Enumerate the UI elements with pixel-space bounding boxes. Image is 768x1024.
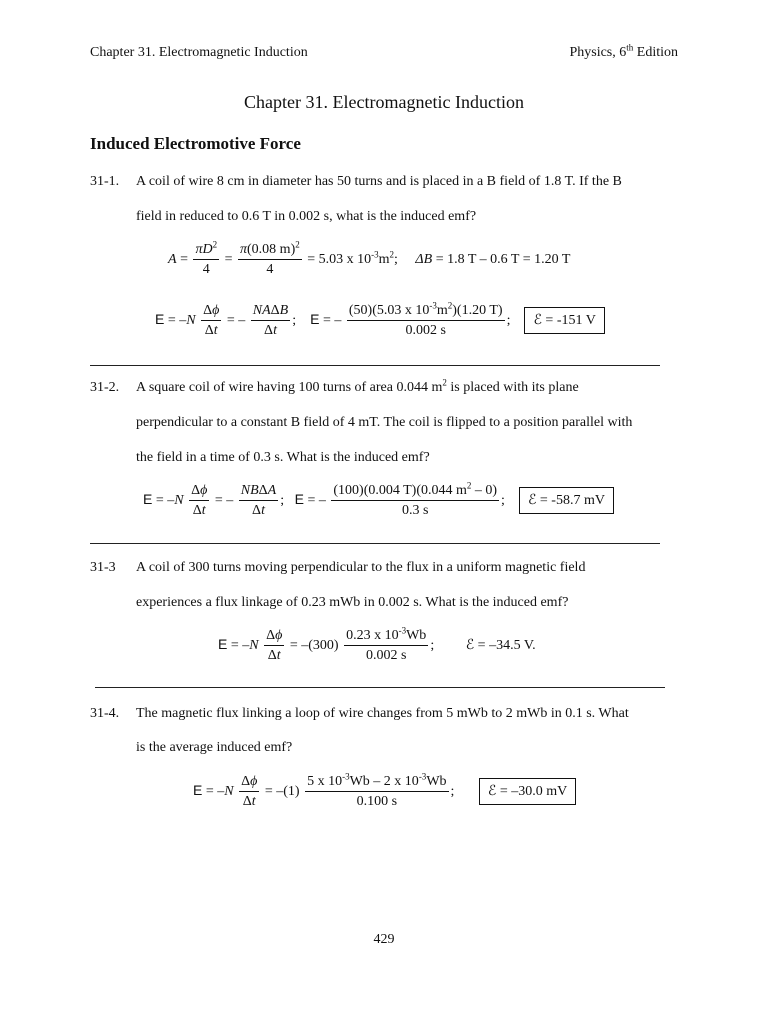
emf-equation: E = –N $\frac{\Delta\phi}{\Delta t}$ = – $\frac{\text{NBΔA}}{\Delta t}$ ; E = – $\frac{(100)(0.004 T)(0.044 m^2 - 0)}{0.3 s}$ ; ℰ = -58.7 mV — [143, 483, 614, 519]
running-header-left: Chapter 31. Electromagnetic Induction — [90, 45, 308, 60]
problem-text-line: A square coil of wire having 100 turns of area 0.044 $m^2$ is placed with its plane — [136, 377, 579, 395]
answer-text: ℰ = –34.5 V. — [465, 638, 536, 654]
page-title: Chapter 31. Electromagnetic Induction — [244, 92, 524, 112]
answer-box: ℰ = -58.7 mV — [519, 487, 614, 514]
problem-text-line: experiences a flux linkage of 0.23 mWb in 0.002 s. What is the induced emf? — [136, 595, 569, 610]
problem-text-line: the field in a time of 0.3 s. What is the induced emf? — [136, 450, 430, 465]
problem-number: 31-4. — [90, 706, 120, 721]
area-equation: A = $\frac{\pi D^2}{4}$ = $\frac{\pi(0.08 m)^2}{4}$ = 5.03 x $10^{-3}m^2$; ΔB = 1.8 T – 0.6 T = 1.20 T — [168, 239, 571, 277]
problem-text-line: perpendicular to a constant B field of 4 mT. The coil is flipped to a position parallel with — [136, 415, 633, 430]
problem-number: 31-3 — [90, 560, 116, 575]
emf-equation: E = –N $\frac{\Delta\phi}{\Delta t}$ = –(300) $\frac{0.23 x 10^{-3}Wb}{0.002 s}$ ; ℰ = –34.5 V. — [218, 625, 536, 663]
divider — [90, 543, 660, 544]
divider — [90, 365, 660, 366]
running-header-right: Physics, 6th Edition — [569, 42, 678, 60]
answer-box: ℰ = –30.0 mV — [479, 778, 576, 805]
problem-number: 31-1. — [90, 174, 120, 189]
divider — [95, 687, 665, 688]
answer-box: ℰ = -151 V — [524, 307, 604, 334]
section-heading: Induced Electromotive Force — [90, 134, 301, 153]
problem-text-line: A coil of wire 8 cm in diameter has 50 turns and is placed in a B field of 1.8 T. If the B — [136, 174, 622, 189]
emf-equation: E = –N $\frac{\Delta\phi}{\Delta t}$ = –(1) $\frac{5 x 10^{-3}Wb - 2 x 10^{-3}Wb}{0.100 s}$ ; ℰ = –30.0 mV — [193, 774, 576, 810]
problem-text-line: The magnetic flux linking a loop of wire changes from 5 mWb to 2 mWb in 0.1 s. What — [136, 706, 629, 721]
problem-text-line: A coil of 300 turns moving perpendicular to the flux in a uniform magnetic field — [136, 560, 586, 575]
emf-equation: E = –N $\frac{\Delta\phi}{\Delta t}$ = – $\frac{\text{NAΔB}}{\Delta t}$ ; E = – $\frac{(50)(5.03 x 10^{-3}m^2)(1.20 T)}{0.002 s}$ ; ℰ = -151 V — [155, 303, 605, 339]
page-number: 429 — [373, 932, 395, 947]
problem-text-line: is the average induced emf? — [136, 740, 293, 755]
problem-number: 31-2. — [90, 380, 120, 395]
problem-text-line: field in reduced to 0.6 T in 0.002 s, what is the induced emf? — [136, 209, 477, 224]
